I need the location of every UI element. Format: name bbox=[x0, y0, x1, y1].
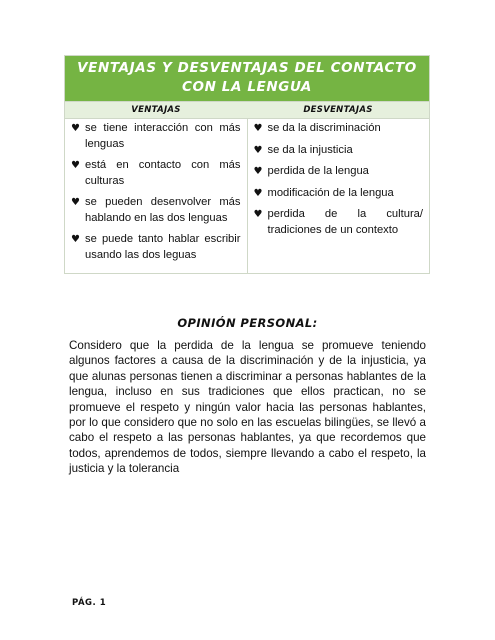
heart-icon: ♥ bbox=[71, 197, 80, 208]
header-desventajas: DESVENTAJAS bbox=[303, 105, 373, 115]
heart-icon: ♥ bbox=[253, 166, 263, 177]
opinion-paragraph: Considero que la perdida de la lengua se promueve teniendo algunos factores a causa de la discriminación y de la injusticia, ya que alunas personas tienen a discriminar a personas hablantes de la lengua, incluso en sus tradiciones que ellos practican, no se promueve el respeto y ningún valor hacia las personas hablantes, por lo que considero que no solo en las escuelas bilingües, se llevó a cabo el respeto a las personas hablantes, ya que recordemos que todos, aprendemos de todos, siempre llevando a cabo el respeto, la justicia y la tolerancia bbox=[69, 339, 426, 476]
heart-icon: ♥ bbox=[71, 160, 80, 171]
list-item: ♥ perdida de la cultura/ tradiciones de un contexto bbox=[253, 208, 423, 236]
opinion-title: OPINIÓN PERSONAL: bbox=[177, 316, 318, 330]
list-item: ♥ modificación de la lengua bbox=[254, 186, 424, 202]
heart-icon: ♥ bbox=[253, 123, 263, 134]
desventajas-list bbox=[254, 121, 424, 238]
heart-icon: ♥ bbox=[71, 234, 80, 245]
list-item: ♥ está en contacto con más culturas bbox=[71, 159, 241, 187]
heart-icon: ♥ bbox=[253, 209, 263, 220]
list-item: ♥ se pueden desenvolver más hablando en las dos lenguas bbox=[71, 196, 241, 224]
heart-icon: ♥ bbox=[253, 187, 263, 199]
header-ventajas: VENTAJAS bbox=[131, 105, 181, 115]
list-item: ♥ se da la discriminación bbox=[254, 121, 424, 137]
pros-cons-table bbox=[64, 55, 430, 274]
list-item: ♥ se puede tanto hablar escribir usando las dos leguas bbox=[71, 233, 241, 261]
list-item: ♥ perdida de la lengua bbox=[254, 164, 424, 180]
table-header-row bbox=[65, 101, 429, 119]
heart-icon: ♥ bbox=[71, 123, 80, 134]
list-item: ♥ se tiene interacción con más lenguas bbox=[71, 122, 241, 150]
desventajas-column bbox=[248, 119, 430, 273]
heart-icon: ♥ bbox=[253, 144, 263, 156]
ventajas-column bbox=[65, 119, 248, 273]
ventajas-list bbox=[71, 121, 241, 263]
table-title: VENTAJAS Y DESVENTAJAS DEL CONTACTO CON LA LENGUA bbox=[65, 56, 429, 101]
page-number: PÁG. 1 bbox=[72, 598, 107, 608]
table-body-row bbox=[65, 119, 429, 273]
list-item: ♥ se da la injusticia bbox=[254, 143, 424, 159]
